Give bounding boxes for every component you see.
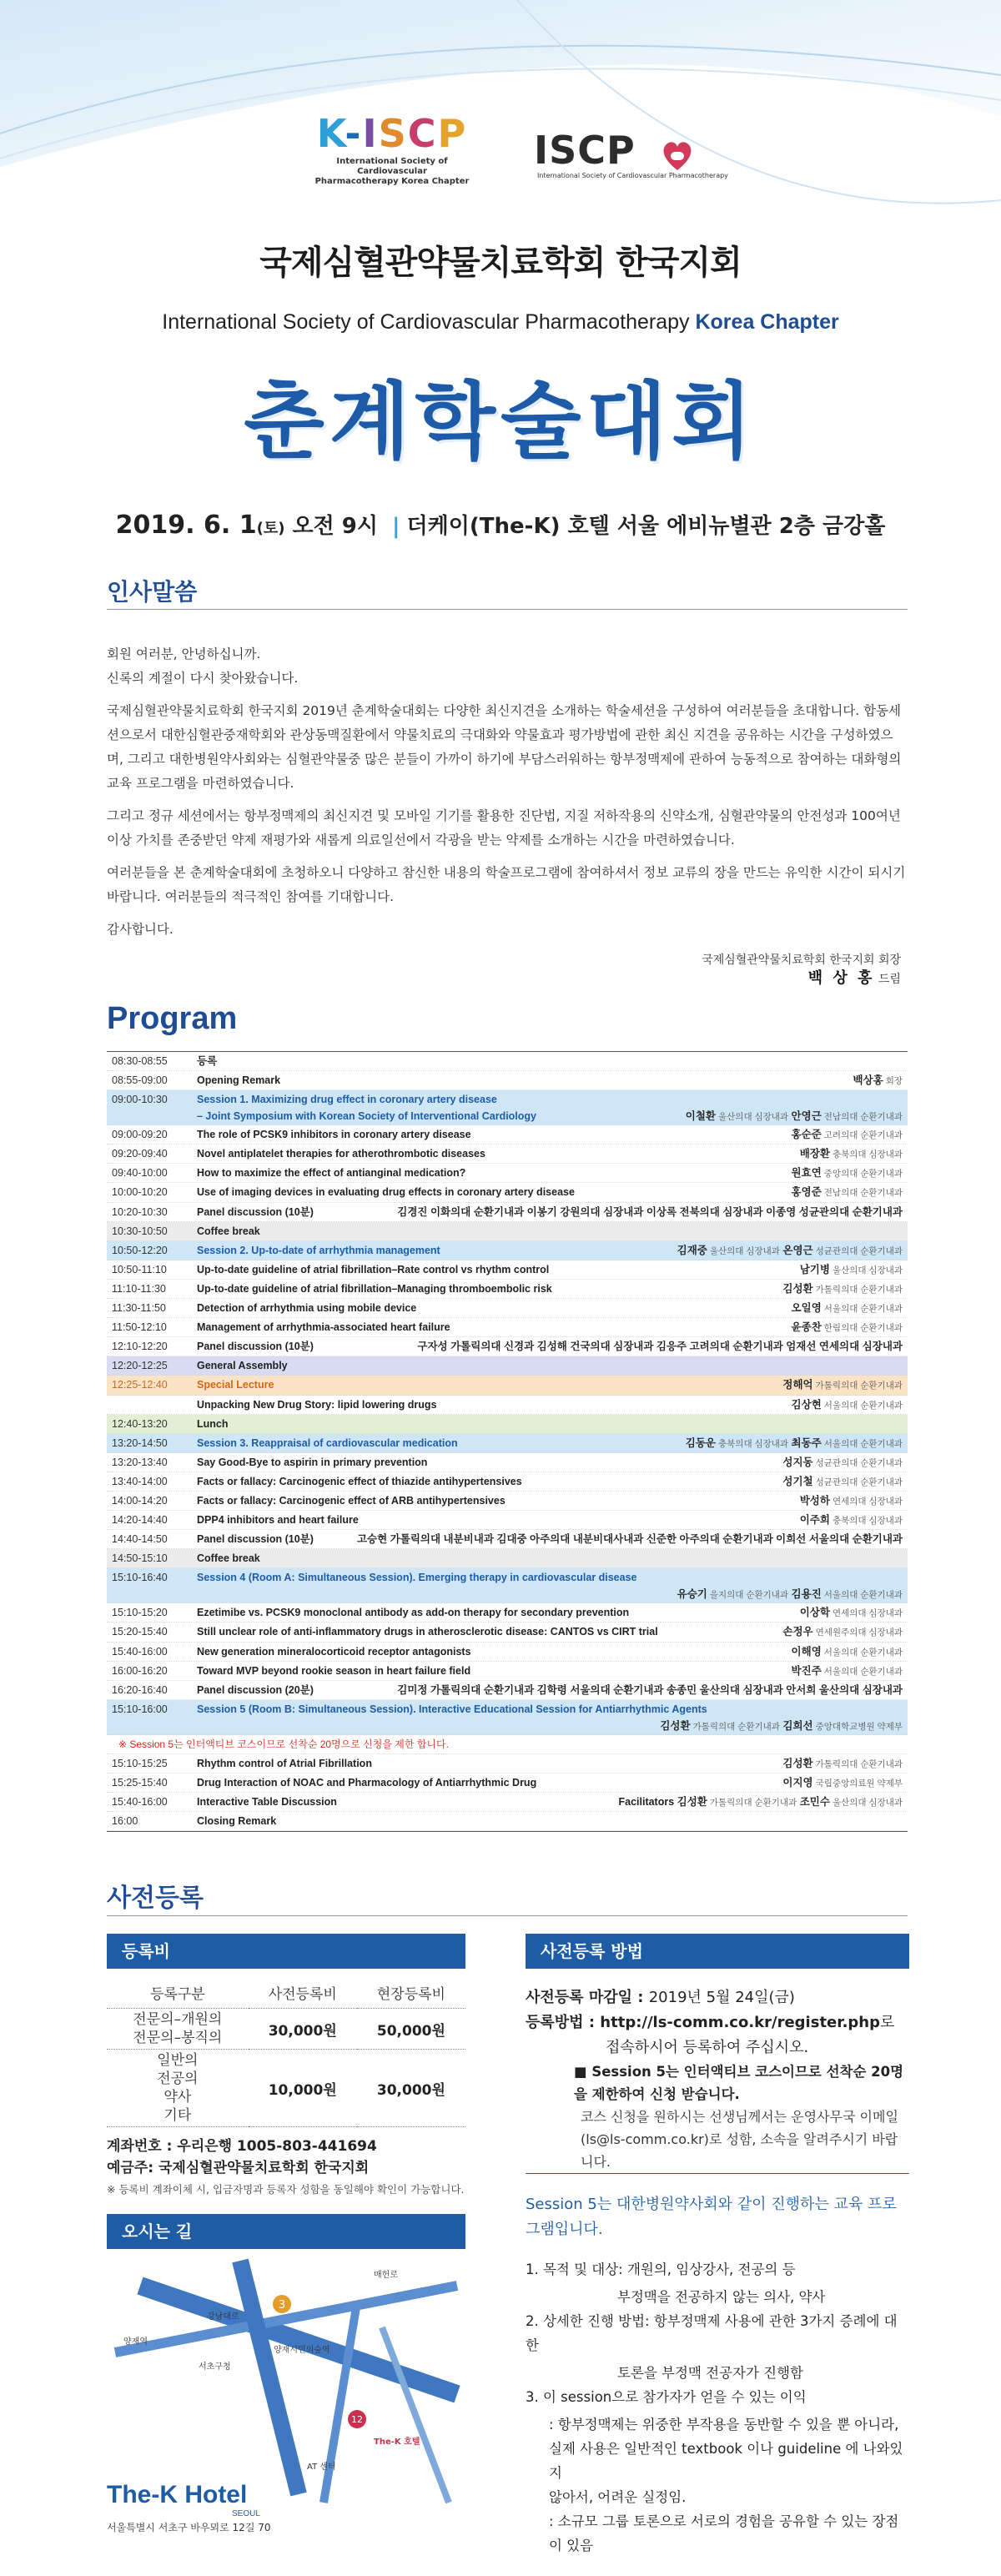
program-row (107, 1754, 908, 1774)
iscp-logo-word: ISCP (534, 128, 636, 173)
program-speaker: 이상학 연세의대 심장내과 (799, 1607, 903, 1619)
program-row (107, 1090, 908, 1125)
program-time: 16:00 (112, 1815, 138, 1828)
program-speaker: 김재중 울산의대 심장내과 온영근 성균관의대 순환기내과 (677, 1244, 903, 1256)
panel-members: 고승현 가톨릭의대 내분비내과 김대중 아주의대 내분비대사내과 신준한 아주의대 순환기내과 이희선 서울의대 순환기내과 (356, 1533, 903, 1546)
register-link[interactable]: http://ls-comm.co.kr/register.php (600, 2014, 880, 2031)
program-title: Drug Interaction of NOAC and Pharmacology of Antiarrhythmic Drug (197, 1777, 537, 1789)
program-row (107, 1396, 908, 1415)
program-row (107, 1241, 908, 1260)
program-title: Toward MVP beyond rookie season in heart failure field (197, 1664, 471, 1677)
iscp-logo-sub: International Society of Cardiovascular Pharmacotherapy (537, 172, 728, 179)
program-row (107, 1164, 908, 1183)
program-time: 10:30-10:50 (112, 1225, 168, 1237)
fee-onsite: 50,000원 (357, 2009, 465, 2050)
program-row (107, 1376, 908, 1395)
program-row (107, 1415, 908, 1434)
session5-item: 1. 목적 및 대상: 개원의, 임상강사, 전공의 등 (526, 2262, 796, 2277)
program-heading: Program (107, 1001, 238, 1036)
program-speaker: 홍순준 고려의대 순환기내과 (791, 1129, 903, 1141)
fee-table (107, 1977, 465, 2127)
program-time: 09:40-10:00 (112, 1167, 168, 1180)
program-title: New generation mineralocorticoid receptor antagonists (197, 1645, 471, 1658)
program-time: 08:30-08:55 (112, 1055, 168, 1067)
program-speaker: 홍영준 전남의대 순환기내과 (791, 1186, 903, 1199)
method-box-header: 사전등록 방법 (526, 1934, 909, 1969)
prereg-divider (107, 1915, 908, 1916)
program-speaker: 박진주 서울의대 순환기내과 (791, 1664, 903, 1677)
greeting-paragraph: 여러분들을 본 춘계학술대회에 초청하오니 다양하고 참신한 내용의 학술프로그램에 참여하셔서 정보 교류의 장을 만드는 유익한 시간이 되시기 바랍니다. 여러분들의 적극적인 참여를 기대합니다. (107, 865, 906, 904)
program-row (107, 1318, 908, 1337)
program-speaker: 윤종찬 한림의대 순환기내과 (791, 1321, 903, 1334)
fee-category: 일반의 전공의 약사 기타 (107, 2050, 249, 2127)
program-speaker: 박성하 연세의대 심장내과 (799, 1494, 903, 1507)
program-row (107, 1472, 908, 1492)
program-title: Session 2. Up-to-date of arrhythmia management (197, 1244, 440, 1256)
program-row (107, 1145, 908, 1164)
program-speaker: 김성환 가톨릭의대 순환기내과 (782, 1757, 903, 1769)
program-time: 15:20-15:40 (112, 1626, 168, 1638)
society-title-en: International Society of Cardiovascular Pharmacotherapy Korea Chapter (162, 310, 839, 334)
program-title: Management of arrhythmia-associated heart failure (197, 1321, 450, 1334)
program-speaker: 이지영 국립중앙의료원 약제부 (782, 1777, 903, 1789)
program-row (107, 1052, 908, 1071)
map-box-header: 오시는 길 (107, 2214, 465, 2249)
program-row (107, 1662, 908, 1681)
program-title: Session 5 (Room B: Simultaneous Session). Interactive Educational Session for Antiarrhythmic Agents (197, 1703, 707, 1715)
session5-item: 토론을 부정맥 전공자가 진행함 (617, 2365, 803, 2381)
program-time: 09:20-09:40 (112, 1148, 168, 1160)
program-table (107, 1051, 908, 1832)
program-speaker: 성기철 성균관의대 순환기내과 (782, 1475, 903, 1487)
program-speaker: 정해억 가톨릭의대 순환기내과 (782, 1379, 903, 1391)
session5-item: : 소규모 그룹 토론으로 서로의 경험을 공유할 수 있는 장점이 있음 (549, 2513, 899, 2553)
program-row (107, 1183, 908, 1202)
program-title: Ezetimibe vs. PCSK9 monoclonal antibody as add-on therapy for secondary prevention (197, 1607, 630, 1619)
map-label-3: 3 (278, 2299, 286, 2312)
program-time: 16:20-16:40 (112, 1683, 168, 1696)
program-title: Novel antiplatelet therapies for atherothrombotic diseases (197, 1148, 485, 1160)
program-time: 09:00-09:20 (112, 1129, 168, 1141)
program-row (107, 1774, 908, 1793)
program-speaker: 백상홍 회장 (853, 1074, 903, 1087)
greeting-body (107, 642, 908, 950)
map-label-12: 12 (351, 2414, 363, 2425)
program-time: 15:10-16:40 (112, 1572, 168, 1584)
fee-pre: 30,000원 (249, 2009, 357, 2050)
program-time: 15:25-15:40 (112, 1777, 168, 1789)
fee-onsite: 30,000원 (357, 2050, 465, 2127)
program-time: 14:00-14:20 (112, 1494, 168, 1507)
hotel-logo-text: The-K Hotel (107, 2481, 248, 2508)
session5-item: 2. 상세한 진행 방법: 항부정맥제 사용에 관한 3가지 증례에 대한 (526, 2313, 898, 2353)
registration-method: 사전등록 마감일 : 2019년 5월 24일(금) 등록방법 : http://ls-comm.co.kr/register.php로 접속하시어 등록하여 주십시오. ■ Session 5는 인터액티브 코스이므로 선착순 20명을 제한하여 신청 받습니다. 코스 신청을 원하시는 선생님께서는 운영사무국 이메일(ls@ls-comm.co.kr)로 성함, 소속을 알려주시기 바랍니다. (526, 1985, 909, 2173)
session5-item: : 항부정맥제는 위중한 부작용을 동반할 수 있을 뿐 아니라, (549, 2417, 899, 2433)
map-label-atcenter: AT 센터 (307, 2463, 336, 2472)
fee-row (107, 2050, 465, 2127)
program-title: Up-to-date guideline of atrial fibrillation–Managing thromboembolic risk (197, 1282, 552, 1295)
program-time: 10:50-11:10 (112, 1263, 167, 1275)
fee-header: 사전등록비 (249, 1977, 357, 2009)
program-speaker: 김동운 충북의대 심장내과 최동주 서울의대 순환기내과 (685, 1436, 903, 1449)
program-row (107, 1530, 908, 1549)
session5-item: 3. 이 session으로 참가자가 얻을 수 있는 이익 (526, 2389, 807, 2405)
program-time: 11:10-11:30 (112, 1282, 166, 1295)
program-title: Unpacking New Drug Story: lipid lowering drugs (197, 1398, 437, 1411)
program-speaker: 손정우 연세원주의대 심장내과 (782, 1626, 903, 1638)
program-time: 09:00-10:30 (112, 1094, 168, 1106)
greeting-paragraph: 감사합니다. (107, 922, 174, 937)
program-row (107, 1492, 908, 1511)
program-title: Interactive Table Discussion (197, 1796, 337, 1809)
program-row (107, 1222, 908, 1241)
fee-row (107, 2009, 465, 2050)
program-title: Panel discussion (10분) (197, 1533, 314, 1546)
program-title: Panel discussion (10분) (197, 1205, 314, 1218)
map-label-gangnam: 강남대로 (207, 2312, 239, 2322)
program-speaker: 오일영 서울의대 순환기내과 (791, 1302, 903, 1315)
program-title: Up-to-date guideline of atrial fibrillation–Rate control vs rhythm control (197, 1263, 550, 1275)
program-title: 등록 (197, 1055, 218, 1067)
program-time: 12:25-12:40 (112, 1379, 168, 1391)
program-time: 14:20-14:40 (112, 1514, 168, 1527)
program-speaker: 김성환 가톨릭의대 순환기내과 (782, 1282, 903, 1295)
program-title: ※ Session 5는 인터액티브 코스이므로 선착순 20명으로 신청을 제한 합니다. (118, 1738, 449, 1750)
fee-pre: 10,000원 (249, 2050, 357, 2127)
program-title: Use of imaging devices in evaluating drug effects in coronary artery disease (197, 1186, 575, 1199)
program-row (107, 1568, 908, 1603)
program-time: 11:50-12:10 (112, 1321, 167, 1334)
greeting-divider (107, 609, 908, 610)
program-time: 08:55-09:00 (112, 1074, 168, 1087)
greeting-paragraph: 회원 여러분, 안녕하십니까. (107, 647, 261, 662)
program-title: Coffee break (197, 1225, 260, 1237)
program-row (107, 1337, 908, 1356)
map-label-thek: The-K 호텔 (374, 2438, 420, 2447)
map-label-yangjae: 양재역 (123, 2337, 148, 2347)
program-title: Rhythm control of Atrial Fibrillation (197, 1757, 372, 1769)
greeting-signature: 국제심혈관약물치료학회 한국지회 회장 백 상 홍 드림 (702, 953, 901, 987)
fee-category: 전문의–개원의 전문의–봉직의 (107, 2009, 249, 2050)
program-speaker: 남기병 울산의대 심장내과 (799, 1263, 903, 1275)
program-row (107, 1623, 908, 1642)
program-speaker: 이주희 충북의대 심장내과 (799, 1514, 903, 1527)
program-time: 15:10-15:20 (112, 1607, 168, 1619)
program-speaker: 배장환 충북의대 심장내과 (799, 1148, 903, 1160)
fee-header: 등록구분 (107, 1977, 249, 2009)
program-time: 12:10-12:20 (112, 1341, 168, 1353)
program-title: Panel discussion (20분) (197, 1683, 314, 1696)
kiscp-logo-word: K-ISCP (316, 111, 468, 156)
program-row (107, 1125, 908, 1145)
program-title: Special Lecture (197, 1379, 274, 1391)
kiscp-logo (309, 110, 475, 187)
program-title: Say Good-Bye to aspirin in primary prevention (197, 1456, 428, 1468)
program-time: 13:20-14:50 (112, 1436, 168, 1449)
program-time: 13:40-14:00 (112, 1475, 168, 1487)
program-time: 12:40-13:20 (112, 1417, 168, 1430)
hotel-logo-sub: SEOUL (232, 2509, 260, 2518)
program-row (107, 1643, 908, 1662)
panel-members: 김경진 이화의대 순환기내과 이봉기 강원의대 심장내과 이상록 전북의대 심장내과 이종영 성균관의대 순환기내과 (397, 1205, 903, 1218)
society-title-ko: 국제심혈관약물치료학회 한국지회 (259, 244, 742, 282)
program-row (107, 1793, 908, 1812)
course-email-note: 코스 신청을 원하시는 선생님께서는 운영사무국 이메일(ls@ls-comm.co.kr)로 성함, 소속을 알려주시기 바랍니다. (581, 2109, 898, 2170)
program-time: 15:10-15:25 (112, 1757, 168, 1769)
program-title: How to maximize the effect of antianginal medication? (197, 1167, 466, 1180)
program-row (107, 1203, 908, 1222)
program-row (107, 1681, 908, 1700)
program-speaker: Facilitators 김성환 가톨릭의대 순환기내과 조민수 울산의대 심장내과 (618, 1796, 903, 1809)
program-time: 13:20-13:40 (112, 1456, 168, 1468)
fee-header: 현장등록비 (357, 1977, 465, 2009)
program-speaker: 이철환 울산의대 심장내과 안영근 전남의대 순환기내과 (685, 1110, 903, 1123)
program-row (107, 1735, 908, 1754)
account-info: 계좌번호 : 우리은행 1005-803-441694 예금주: 국제심혈관약물치료학회 한국지회 ※ 등록비 계좌이체 시, 입금자명과 등록자 성함을 동일해야 확인이 가능합니다. (107, 2138, 465, 2196)
program-row (107, 1549, 908, 1568)
program-title: Detection of arrhythmia using mobile device (197, 1302, 417, 1315)
program-row (107, 1700, 908, 1735)
hotel-address: 서울특별시 서초구 바우뫼로 12길 70 (107, 2522, 271, 2533)
greeting-paragraph: 그리고 정규 세션에서는 항부정맥제의 최신지견 및 모바일 기기를 활용한 진단법, 지질 저하작용의 신약소개, 심혈관약물의 안전성과 100여년이상 가치를 존중받던 약제 재평가와 새롭게 의료일선에서 각광을 받는 약제를 소개하는 시간을 마련하였습니다. (107, 808, 901, 848)
event-headline: 춘계학술대회 (244, 373, 757, 470)
greeting-heading: 인사말씀 (107, 578, 198, 606)
preregistration-heading: 사전등록 (107, 1884, 204, 1913)
program-title: Panel discussion (10분) (197, 1341, 314, 1353)
program-speaker: 성지동 성균관의대 순환기내과 (782, 1456, 903, 1468)
program-row (107, 1260, 908, 1280)
program-speaker: 김상현 서울의대 순환기내과 (791, 1398, 903, 1411)
heart-icon (659, 137, 696, 174)
program-row (107, 1434, 908, 1453)
program-time: 16:00-16:20 (112, 1664, 168, 1677)
program-row (107, 1812, 908, 1831)
program-time: 10:20-10:30 (112, 1205, 168, 1218)
program-row (107, 1511, 908, 1530)
fee-box-header: 등록비 (107, 1934, 465, 1969)
program-title: Coffee break (197, 1552, 260, 1565)
map-label-forest: 양재시민의숲역 (274, 2346, 330, 2355)
program-time: 15:10-16:00 (112, 1703, 168, 1715)
location-map (107, 2252, 465, 2536)
program-time: 11:30-11:50 (112, 1302, 166, 1315)
program-title: Session 1. Maximizing drug effect in coronary artery disease – Joint Symposium with Korean Society of Interventional Cardiology (197, 1094, 537, 1123)
event-date-venue: 2019. 6. 1(토) 오전 9시 | 더케이(The-K) 호텔 서울 에비뉴별관 2층 금강홀 (115, 511, 886, 540)
program-row (107, 1280, 908, 1299)
program-title: Lunch (197, 1417, 229, 1430)
program-row (107, 1356, 908, 1376)
program-title: General Assembly (197, 1360, 288, 1372)
program-title: Closing Remark (197, 1815, 277, 1828)
session5-limit-note: ■ Session 5는 인터액티브 코스이므로 선착순 20명을 제한하여 신청 받습니다. (574, 2064, 904, 2102)
map-label-seochogu: 서초구청 (199, 2362, 231, 2372)
program-row (107, 1453, 908, 1472)
session5-item: 않아서, 어려운 실정임. (549, 2489, 687, 2505)
session5-item: 실제 사용은 일반적인 textbook 이나 guideline 에 나와있지 (549, 2441, 903, 2481)
program-time: 15:40-16:00 (112, 1796, 168, 1809)
program-time: 14:40-14:50 (112, 1533, 168, 1546)
program-title: The role of PCSK9 inhibitors in coronary artery disease (197, 1129, 471, 1141)
program-title: DPP4 inhibitors and heart failure (197, 1514, 359, 1527)
greeting-paragraph: 국제심혈관약물치료학회 한국지회 2019년 춘계학술대회는 다양한 최신지견을 소개하는 학술세션을 구성하여 여러분들을 초대합니다. 합동세션으로서 대한심혈관중재학회와 관상동맥질환에서 약물치료의 극대화와 약물효과 평가방법에 관한 최신 지견을 공유하는 시간을 구성하였으며, 그리고 대한병원약사회와는 심혈관약물중 많은 분들이 가까이 하기에 부담스러워하는 항부정맥제에 관하여 능동적으로 참여하는 대화형의 교육 프로그램을 마련하였습니다. (107, 703, 902, 791)
program-row (107, 1071, 908, 1090)
program-time: 10:00-10:20 (112, 1186, 168, 1199)
greeting-paragraph: 신록의 계절이 다시 찾아왔습니다. (107, 671, 299, 686)
kiscp-logo-sub1: International Society of Cardiovascular (336, 157, 448, 176)
program-title: Session 4 (Room A: Simultaneous Session). Emerging therapy in cardiovascular disease (197, 1572, 637, 1584)
map-label-maeheon: 매헌로 (374, 2271, 398, 2280)
program-title: Facts or fallacy: Carcinogenic effect of ARB antihypertensives (197, 1494, 506, 1507)
program-time: 15:40-16:00 (112, 1645, 168, 1658)
session5-info: Session 5는 대한병원약사회와 같이 진행하는 교육 프로그램입니다. 1. 목적 및 대상: 개원의, 임상강사, 전공의 등 부정맥을 전공하지 않는 의사, 약사 2. 상세한 진행 방법: 항부정맥제 사용에 관한 3가지 증례에 대한 토론을 부정맥 전공자가 진행함 3. 이 session으로 참가자가 얻을 수 있는 이익 : 항부정맥제는 위중한 부작용을 동반할 수 있을 뿐 아니라, 실제 사용은 일반적인 textbook 이나 guideline 에 나와있지 않아서, 어려운 실정임. : 소규모 그룹 토론으로 서로의 경험을 공유할 수 있는 장점이 있음 (526, 2192, 909, 2558)
program-speaker: 이해영 서울의대 순환기내과 (791, 1645, 903, 1658)
logo-bar (0, 105, 1001, 214)
program-row (107, 1603, 908, 1623)
kiscp-logo-sub2: Pharmacotherapy Korea Chapter (314, 177, 470, 186)
program-time: 14:50-15:10 (112, 1552, 168, 1565)
program-time: 10:50-12:20 (112, 1244, 168, 1256)
program-title: Session 3. Reappraisal of cardiovascular medication (197, 1436, 458, 1449)
program-title: Still unclear role of anti-inflammatory drugs in atherosclerotic disease: CANTOS vs CIRT trial (197, 1626, 658, 1638)
program-speaker: 김성환 가톨릭의대 순환기내과 김희선 중앙대학교병원 약제부 (660, 1719, 903, 1732)
program-row (107, 1299, 908, 1318)
panel-members: 구자성 가톨릭의대 신경과 김성해 건국의대 심장내과 김응주 고려의대 순환기내과 엄재선 연세의대 심장내과 (417, 1341, 903, 1353)
session-divider (526, 2173, 909, 2174)
iscp-logo (534, 128, 734, 179)
program-title: Facts or fallacy: Carcinogenic effect of thiazide antihypertensives (197, 1475, 522, 1487)
panel-members: 김미정 가톨릭의대 순환기내과 김학령 서울의대 순환기내과 송종민 울산의대 심장내과 안서희 울산의대 심장내과 (397, 1683, 903, 1696)
program-speaker: 유승기 을지의대 순환기내과 김용진 서울의대 순환기내과 (677, 1588, 903, 1601)
program-speaker: 원효연 중앙의대 순환기내과 (791, 1167, 903, 1180)
program-title: Opening Remark (197, 1074, 281, 1087)
program-time: 12:20-12:25 (112, 1360, 168, 1372)
session5-item: 부정맥을 전공하지 않는 의사, 약사 (617, 2289, 826, 2305)
